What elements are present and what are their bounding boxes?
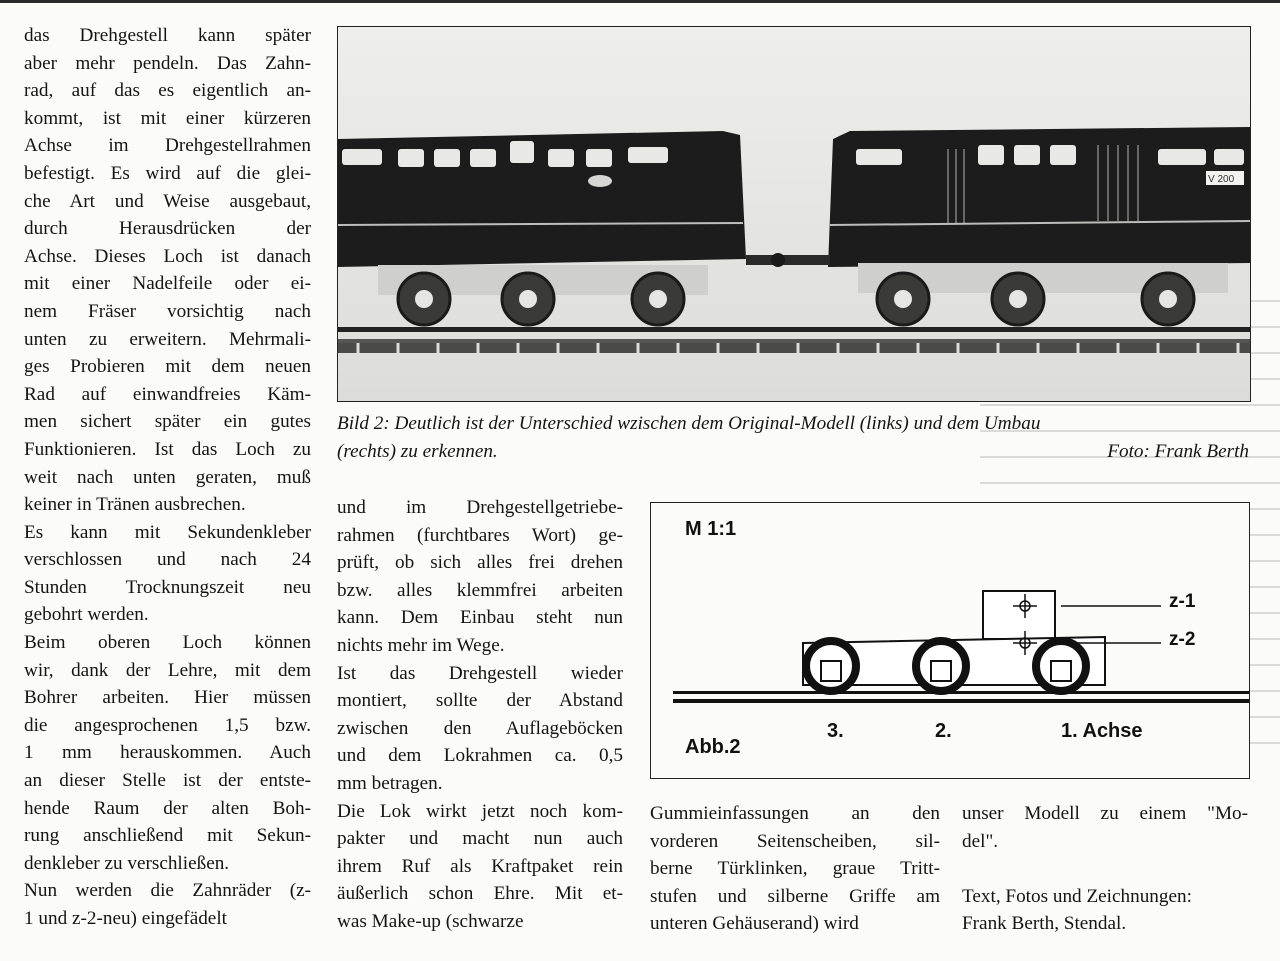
bogie-drawing <box>651 503 1249 778</box>
figure-label: Abb.2 <box>685 736 741 758</box>
text-line: rahmen (furchtbares Wort) ge- <box>337 524 623 546</box>
text-line: che Art und Weise ausgebaut, <box>24 190 311 212</box>
text-line: aber mehr pendeln. Das Zahn- <box>24 52 311 74</box>
caption-line-1: Bild 2: Deutlich ist der Unterschied wzischen dem Original-Modell (links) und dem Umbau <box>337 413 1041 434</box>
caption-line-2: (rechts) zu erkennen. <box>337 440 498 462</box>
text-line: Bohrer arbeiten. Hier müssen <box>24 687 311 709</box>
text-line: was Make-up (schwarze <box>337 910 524 932</box>
photo-credit: Foto: Frank Berth <box>1107 440 1249 462</box>
text-line: ges Probieren mit dem neuen <box>24 356 311 378</box>
text-line: gebohrt werden. <box>24 604 149 626</box>
text-line: unser Modell zu einem "Mo- <box>962 803 1248 824</box>
text-column-right-a <box>650 800 940 938</box>
text-line: weit nach unten geraten, muß <box>24 466 311 488</box>
text-line: an dieser Stelle ist der entste- <box>24 770 311 792</box>
locomotive-illustration <box>338 27 1250 401</box>
text-line: del". <box>962 830 999 852</box>
text-line: rad, auf das es eigentlich an- <box>24 80 311 102</box>
label-z2: z-2 <box>1169 629 1196 650</box>
text-column-left <box>24 22 311 933</box>
text-line: ihrem Ruf als Kraftpaket rein <box>337 855 623 877</box>
text-line: 1 mm herauskommen. Auch <box>24 742 311 764</box>
text-line: das Drehgestell kann später <box>24 25 311 46</box>
text-line: zwischen den Auflageböcken <box>337 717 623 739</box>
axle-2-label: 2. <box>935 720 952 742</box>
page-top-rule <box>0 0 1280 3</box>
text-line: Funktionieren. Ist das Loch zu <box>24 438 311 460</box>
photo-caption <box>337 410 1249 465</box>
text-line: bzw. alles klemmfrei arbeiten <box>337 579 623 601</box>
rail-bottom <box>673 699 1249 703</box>
text-line: stufen und silberne Griffe am <box>650 885 940 907</box>
text-line: hende Raum der alten Boh- <box>24 797 311 819</box>
text-line: berne Türklinken, graue Tritt- <box>650 858 940 880</box>
text-line: Die Lok wirkt jetzt noch kom- <box>337 800 623 822</box>
text-line: pakter und macht nun auch <box>337 828 623 850</box>
gearbox-outline <box>983 591 1055 639</box>
text-line: Rad auf einwandfreies Käm- <box>24 383 311 405</box>
text-line: Nun werden die Zahnräder (z- <box>24 880 311 902</box>
label-z1: z-1 <box>1169 591 1196 612</box>
text-line: prüft, ob sich alles frei drehen <box>337 552 623 574</box>
wheel-axle-2 <box>916 641 966 691</box>
text-line: kann. Dem Einbau steht nun <box>337 607 623 629</box>
text-line: wir, dank der Lehre, mit dem <box>24 659 311 681</box>
axle-1-label: 1. Achse <box>1061 720 1143 742</box>
text-line: Frank Berth, Stendal. <box>962 913 1127 935</box>
text-line: und dem Lokrahmen ca. 0,5 <box>337 745 623 767</box>
text-line <box>962 855 1248 883</box>
text-line: mit einer Nadelfeile oder ei- <box>24 273 311 295</box>
rail-top <box>673 691 1249 694</box>
text-line: Achse im Drehgestellrahmen <box>24 135 311 157</box>
axle-3-label: 3. <box>827 720 844 742</box>
diagram-scale-label: M 1:1 <box>685 518 737 540</box>
text-line: vorderen Seitenscheiben, sil- <box>650 830 940 852</box>
text-line: und im Drehgestellgetriebe- <box>337 497 623 518</box>
text-line: verschlossen und nach 24 <box>24 549 311 571</box>
text-line: 1 und z-2-neu) eingefädelt <box>24 908 227 929</box>
text-line: rung anschließend mit Sekun- <box>24 825 311 847</box>
text-line: Gummieinfassungen an den <box>650 803 940 824</box>
text-line: Achse. Dieses Loch ist danach <box>24 245 311 267</box>
text-line: nichts mehr im Wege. <box>337 634 505 656</box>
text-line: mm betragen. <box>337 772 443 794</box>
text-line: Beim oberen Loch können <box>24 632 311 654</box>
wheel-axle-3 <box>806 641 856 691</box>
bogie-diagram <box>650 502 1250 779</box>
text-column-middle <box>337 494 623 936</box>
text-column-right-b <box>962 800 1248 938</box>
text-line: denkleber zu verschließen. <box>24 852 230 874</box>
text-line: Text, Fotos und Zeichnungen: <box>962 885 1192 907</box>
text-line: nem Fräser vorsichtig nach <box>24 300 311 322</box>
loco-number-plate: V 200 <box>1208 174 1235 185</box>
text-line: Ist das Drehgestell wieder <box>337 662 623 684</box>
locomotive-photo <box>337 26 1251 402</box>
text-line: äußerlich schon Ehre. Mit et- <box>337 883 623 905</box>
text-line: unteren Gehäuserand) wird <box>650 913 859 935</box>
text-line: unten zu erweitern. Mehrmali- <box>24 328 311 350</box>
text-line: Stunden Trocknungszeit neu <box>24 576 311 598</box>
text-line: Es kann mit Sekundenkleber <box>24 521 311 543</box>
text-line: keiner in Tränen ausbrechen. <box>24 494 246 516</box>
text-line: kommt, ist mit einer kürzeren <box>24 107 311 129</box>
text-line: men sichert später ein gutes <box>24 411 311 433</box>
text-line: montiert, sollte der Abstand <box>337 690 623 712</box>
text-line: die angesprochenen 1,5 bzw. <box>24 714 311 736</box>
text-line: befestigt. Es wird auf die glei- <box>24 162 311 184</box>
text-line: durch Herausdrücken der <box>24 218 311 240</box>
wheel-axle-1 <box>1036 641 1086 691</box>
